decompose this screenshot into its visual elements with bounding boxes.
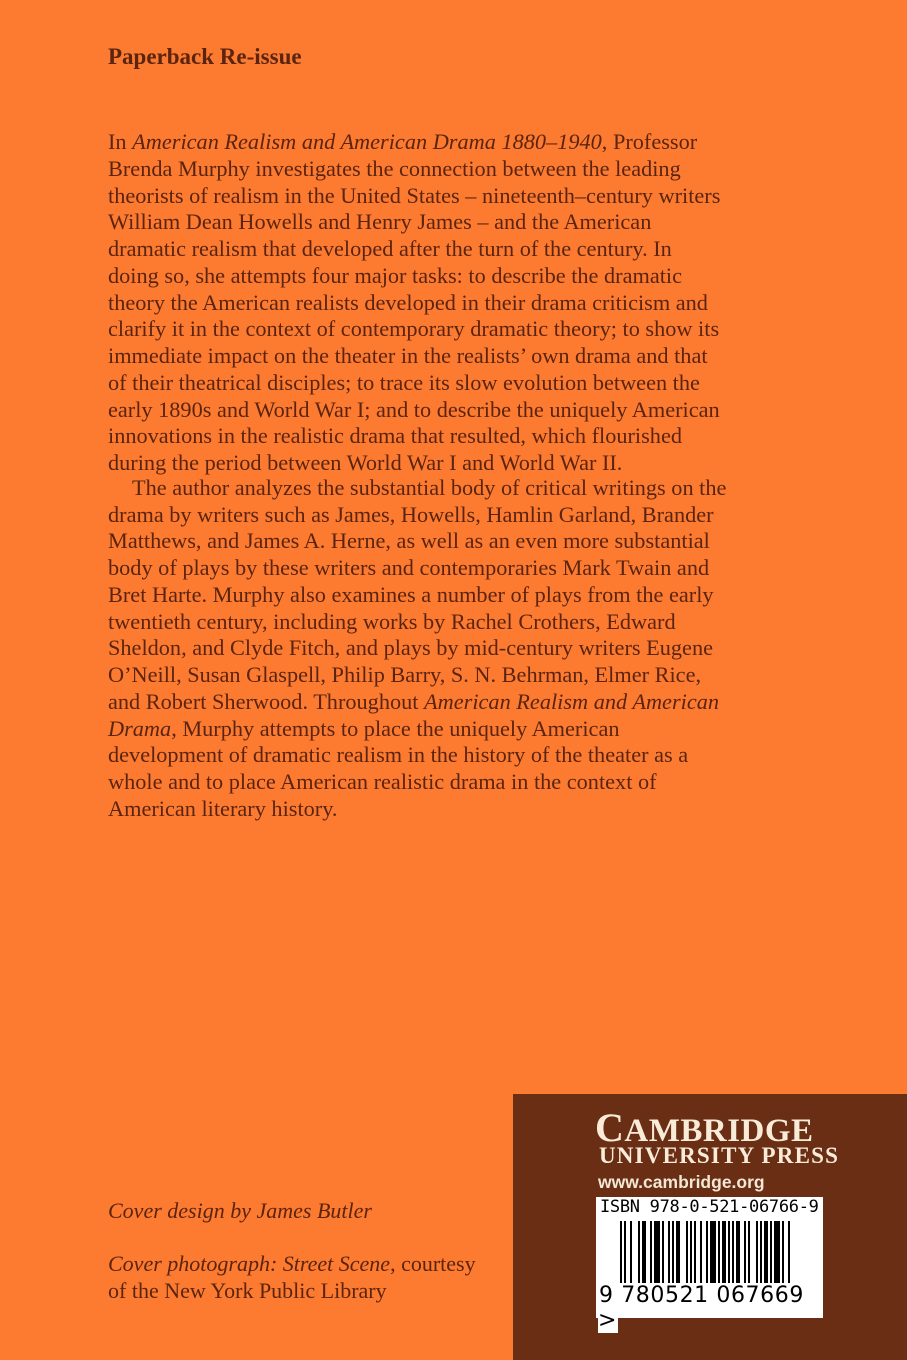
- text-line: [108, 582, 828, 609]
- edition-heading: Paperback Re-issue: [108, 44, 302, 69]
- text-line: [108, 236, 828, 263]
- paragraph: [108, 129, 828, 477]
- text-segment: doing so, she attempts four major tasks: to describe the dramatic: [108, 262, 683, 288]
- text-segment: , Murphy attempts to place the uniquely American: [171, 715, 620, 741]
- cover-photo-credit: [108, 1250, 476, 1304]
- text-line: [108, 796, 828, 823]
- text-segment: of their theatrical disciples; to trace its slow evolution between the: [108, 369, 700, 395]
- text-segment: and Robert Sherwood. Throughout: [108, 688, 425, 714]
- text-line: [108, 555, 828, 582]
- text-line: [108, 502, 828, 529]
- text-line: [108, 475, 828, 502]
- text-segment: The author analyzes the substantial body of critical writings on the: [132, 474, 727, 500]
- text-segment: William Dean Howells and Henry James – and the American: [108, 209, 652, 235]
- text-segment: dramatic realism that developed after the turn of the century. In: [108, 236, 672, 261]
- logo-initial: C: [595, 1105, 625, 1150]
- text-line: [108, 528, 828, 555]
- text-line: [108, 662, 828, 689]
- text-segment: body of plays by these writers and contemporaries Mark Twain and: [108, 555, 710, 580]
- text-segment: Bret Harte. Murphy also examines a number of plays from the early: [108, 581, 714, 607]
- text-segment: clarify it in the context of contemporary dramatic theory; to show its: [108, 316, 720, 342]
- logo-name: AMBRIDGE: [624, 1113, 814, 1149]
- text-line: [108, 716, 828, 743]
- text-line: [108, 370, 828, 397]
- text-segment: , Professor: [601, 129, 698, 154]
- text-segment: Matthews, and James A. Herne, as well as an even more substantial: [108, 528, 710, 554]
- text-segment: whole and to place American realistic drama in the context of: [108, 769, 657, 794]
- cover-photo-label: Cover photograph: Street Scene: [108, 1251, 391, 1276]
- text-segment: theory the American realists developed in their drama criticism and: [108, 289, 708, 315]
- publisher-website: www.cambridge.org: [598, 1172, 765, 1192]
- text-line: [108, 209, 828, 236]
- text-segment: American literary history.: [108, 795, 338, 821]
- italic-title: American Realism and American Drama 1880–1940: [132, 129, 602, 154]
- text-line: [108, 343, 828, 370]
- text-segment: early 1890s and World War I; and to describe the uniquely American: [108, 396, 720, 422]
- text-line: [108, 129, 828, 156]
- blurb-text: [108, 129, 828, 823]
- text-segment: O’Neill, Susan Glaspell, Philip Barry, S. N. Behrman, Elmer Rice,: [108, 662, 702, 687]
- text-segment: development of dramatic realism in the history of the theater as a: [108, 742, 689, 768]
- text-segment: drama by writers such as James, Howells, Hamlin Garland, Brander: [108, 501, 714, 527]
- barcode-digit-text: 9 780521 067669 >: [598, 1283, 804, 1333]
- paragraph: [108, 475, 828, 823]
- isbn-barcode: [596, 1197, 823, 1333]
- text-line: [108, 263, 828, 290]
- text-segment: Sheldon, and Clyde Fitch, and plays by mid-century writers Eugene: [108, 635, 713, 661]
- text-line: [108, 316, 828, 343]
- publisher-subtitle: UNIVERSITY PRESS: [599, 1143, 840, 1168]
- text-line: [108, 769, 828, 796]
- italic-title: Drama: [108, 715, 172, 741]
- text-line: [108, 156, 828, 183]
- text-line: [108, 689, 828, 716]
- text-line: [108, 397, 828, 424]
- text-segment: Brenda Murphy investigates the connection between the leading: [108, 155, 681, 181]
- cover-photo-rest: , courtesy: [390, 1251, 476, 1276]
- text-line: [108, 450, 828, 477]
- publisher-panel: [513, 1094, 907, 1360]
- text-segment: theorists of realism in the United States – nineteenth–century writers: [108, 182, 721, 208]
- text-segment: innovations in the realistic drama that resulted, which flourished: [108, 423, 682, 449]
- cover-design-text: Cover design by James Butler: [108, 1198, 372, 1223]
- text-segment: twentieth century, including works by Rachel Crothers, Edward: [108, 608, 676, 634]
- cover-design-credit: [108, 1197, 372, 1224]
- text-line: [108, 183, 828, 210]
- cover-photo-source: of the New York Public Library: [108, 1278, 387, 1303]
- text-segment: In: [108, 129, 133, 154]
- text-line: [108, 742, 828, 769]
- isbn-label: ISBN 978-0-521-06766-9: [600, 1197, 819, 1217]
- text-segment: immediate impact on the theater in the realists’ own drama and that: [108, 343, 708, 368]
- text-line: [108, 290, 828, 317]
- text-line: [108, 609, 828, 636]
- barcode-digits: [598, 1283, 823, 1333]
- text-segment: during the period between World War I and World War II.: [108, 450, 623, 475]
- text-line: [108, 635, 828, 662]
- text-line: [108, 423, 828, 450]
- italic-title: American Realism and American: [424, 688, 720, 714]
